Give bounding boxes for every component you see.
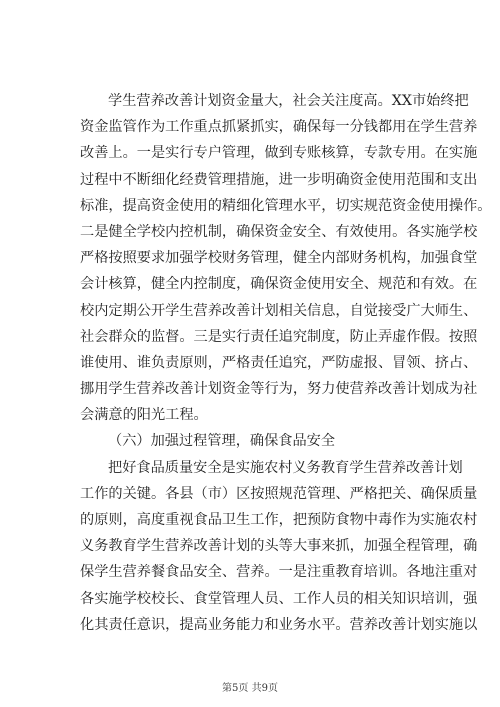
paragraph-line: 会满意的阳光工程。 [80, 407, 208, 424]
page-number-footer: 第5页 共9页 [222, 683, 278, 694]
paragraph-line: 学生营养改善计划资金量大，社会关注度高。XX市始终把 [108, 93, 469, 109]
section-heading: （六）加强过程管理，确保食品安全 [108, 433, 336, 450]
document-body [80, 88, 492, 638]
paragraph-line: 把好食品质量安全是实施农村义务教育学生营养改善计划 [108, 459, 463, 476]
paragraph-line: 标准，提高资金使用的精细化管理水平，切实规范资金使用操作。 [80, 197, 492, 214]
paragraph-line: 谁使用、谁负责原则，严格责任追究，严防虚报、冒领、挤占、 [80, 354, 478, 371]
paragraph-line: 化其责任意识，提高业务能力和业务水平。营养改善计划实施以 [80, 616, 478, 633]
paragraph-line: 社会群众的监督。三是实行责任追究制度，防止弄虚作假。按照 [80, 328, 478, 345]
paragraph-line: 严格按照要求加强学校财务管理，健全内部财务机构，加强食堂 [80, 250, 478, 267]
paragraph-line: 工作的关键。各县（市）区按照规范管理、严格把关、确保质量 [80, 485, 478, 502]
paragraph-line: 各实施学校校长、食堂管理人员、工作人员的相关知识培训，强 [80, 590, 478, 607]
paragraph-line: 会计核算，健全内控制度，确保资金使用安全、规范和有效。在 [80, 276, 478, 293]
paragraph-line: 二是健全学校内控机制，确保资金安全、有效使用。各实施学校 [80, 223, 478, 240]
paragraph-line: 义务教育学生营养改善计划的头等大事来抓，加强全程管理，确 [80, 538, 478, 555]
paragraph-line: 改善上。一是实行专户管理，做到专账核算，专款专用。在实施 [80, 145, 478, 162]
paragraph-line: 资金监管作为工作重点抓紧抓实，确保每一分钱都用在学生营养 [80, 119, 478, 136]
paragraph-line: 校内定期公开学生营养改善计划相关信息，自觉接受广大师生、 [80, 302, 478, 319]
paragraph-line: 过程中不断细化经费管理措施，进一步明确资金使用范围和支出 [80, 171, 478, 188]
paragraph-line: 保学生营养餐食品安全、营养。一是注重教育培训。各地注重对 [80, 564, 478, 581]
paragraph-line: 的原则，高度重视食品卫生工作，把预防食物中毒作为实施农村 [80, 512, 478, 528]
paragraph-line: 挪用学生营养改善计划资金等行为，努力使营养改善计划成为社 [80, 381, 478, 398]
